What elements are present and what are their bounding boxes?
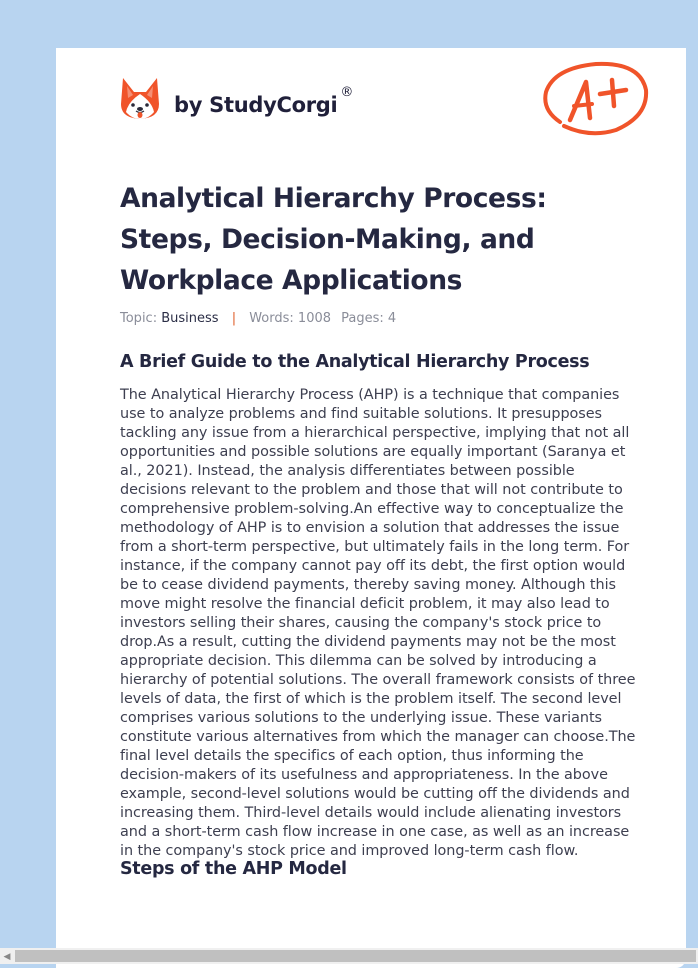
article-meta [120, 311, 635, 326]
meta-separator: | [231, 311, 237, 326]
header [120, 74, 650, 144]
brand-name: by StudyCorgi® [174, 85, 354, 117]
page-count: Pages: 4 [341, 311, 397, 326]
scrollbar-thumb[interactable] [15, 950, 696, 962]
section-heading: A Brief Guide to the Analytical Hierarchy Process [120, 352, 590, 372]
next-section-heading: Steps of the AHP Model [120, 859, 347, 879]
article-content [120, 178, 635, 879]
word-count: Words: 1008 [249, 311, 332, 326]
studycorgi-logo[interactable] [120, 76, 353, 120]
page-title: Analytical Hierarchy Process: Steps, Decision-Making, and Workplace Applications [120, 183, 547, 296]
topic-link[interactable]: Business [161, 311, 219, 326]
document-card [56, 48, 686, 968]
a-plus-grade-icon [540, 60, 650, 147]
horizontal-scrollbar[interactable] [0, 948, 698, 964]
scroll-left-arrow-icon[interactable]: ◀ [3, 951, 11, 961]
corgi-logo-icon [120, 76, 160, 120]
topic-label: Topic: [120, 311, 158, 326]
body-paragraph: The Analytical Hierarchy Process (AHP) is a technique that companies use to analyze problems and find suitable solutions. It presupposes tackling any issue from a hierarchical perspective, implying that not all opportunities and possible solutions are equally important (Saranya et al., 2021). Instead, the analysis differentiates between possible decisions relevant to the problem and those that will not contribute to comprehensive problem-solving.An effective way to conceptualize the methodology of AHP is to envision a solution that addresses the issue from a short-term perspective, but ultimately fails in the long term. For instance, if the company cannot pay off its debt, the first option would be to cease dividend payments, thereby saving money. Although this move might resolve the financial deficit problem, it may also lead to investors selling their shares, causing the company's stock price to drop.As a result, cutting the dividend payments may not be the most appropriate decision. This dilemma can be solved by introducing a hierarchy of potential solutions. The overall framework consists of three levels of data, the first of which is the problem itself. The second level comprises various solutions to the underlying issue. These variants constitute various alternatives from which the manager can choose.The final level details the specifics of each option, thus informing the decision-makers of its usefulness and appropriateness. In the above example, second-level solutions would be cutting off the dividends and increasing them. Third-level details would include alienating investors and a short-term cash flow increase in one case, as well as an increase in the company's stock price and improved long-term cash flow. [120, 387, 636, 859]
